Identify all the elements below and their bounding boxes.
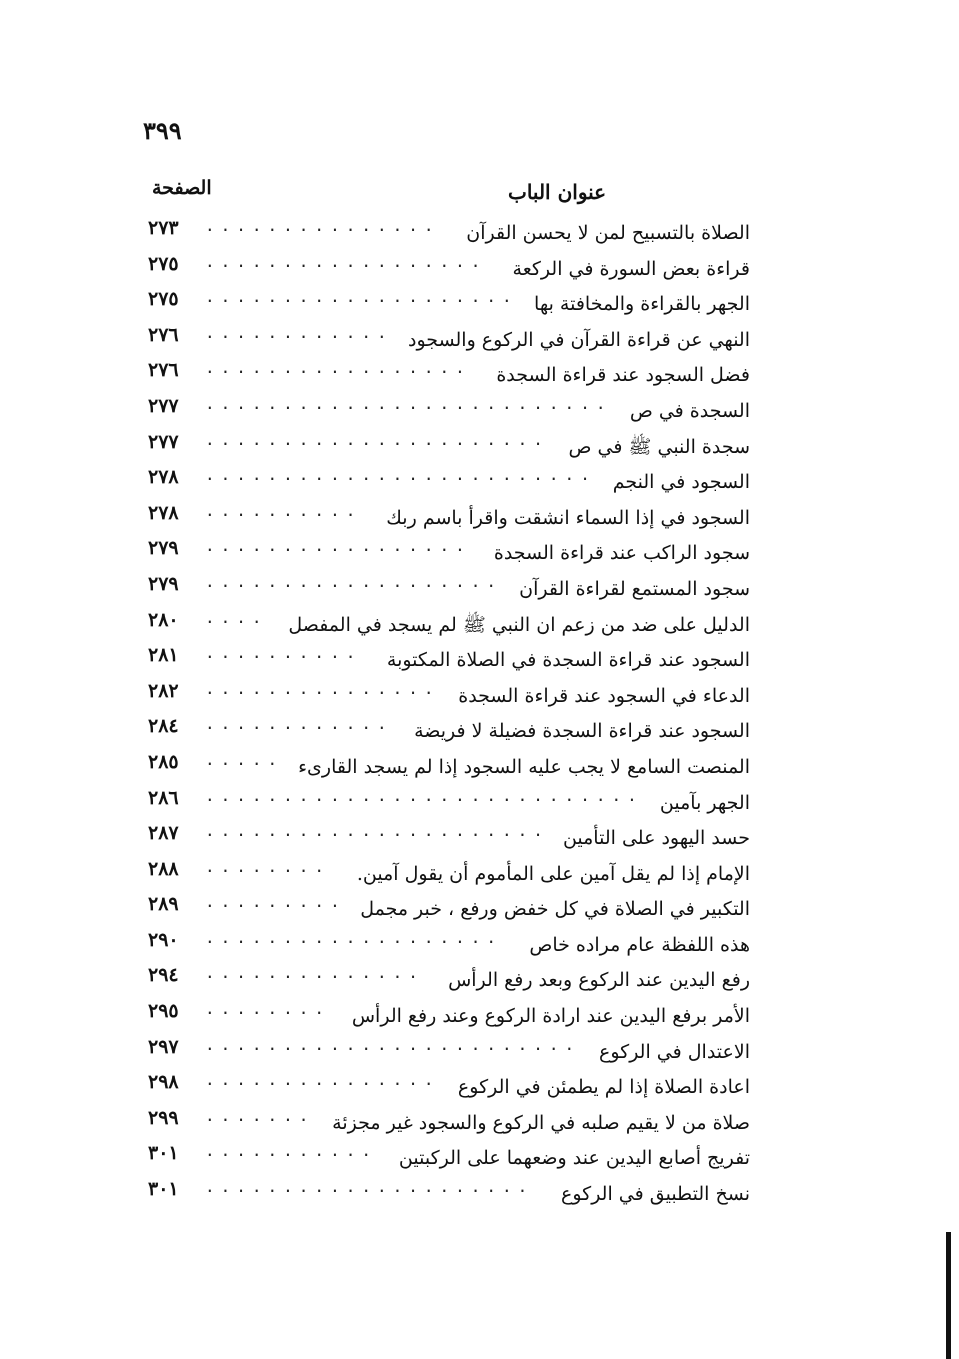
toc-dot-leader: ................. bbox=[205, 536, 471, 556]
toc-entry-page: ٢٧٩ bbox=[148, 537, 179, 560]
toc-entry-page: ٢٨٠ bbox=[148, 608, 179, 631]
toc-entry bbox=[130, 287, 750, 323]
toc-entry bbox=[130, 928, 750, 964]
toc-entry-page: ٢٩٧ bbox=[148, 1035, 179, 1058]
toc-entry-title: السجود عند قراءة السجدة فضيلة لا فريضة bbox=[414, 720, 750, 743]
toc-entry bbox=[130, 786, 750, 822]
page-number: ٣٩٩ bbox=[143, 116, 182, 145]
toc-dot-leader: ...................... bbox=[205, 429, 549, 449]
toc-entry-page: ٢٩٨ bbox=[148, 1071, 179, 1094]
toc-entry-title: السجود عند قراءة السجدة في الصلاة المكتوبة bbox=[386, 649, 750, 672]
toc-entry-page: ٢٧٨ bbox=[148, 501, 179, 524]
toc-entry bbox=[130, 608, 750, 644]
toc-entry bbox=[130, 1070, 750, 1106]
toc-entry bbox=[130, 679, 750, 715]
toc-entry-title: سجود الراكب عند قراءة السجدة bbox=[493, 542, 750, 565]
toc-entry bbox=[130, 714, 750, 750]
toc-entry-page: ٣٠١ bbox=[148, 1142, 179, 1165]
toc-dot-leader: .................. bbox=[205, 251, 487, 271]
toc-dot-leader: ................. bbox=[205, 358, 471, 378]
toc-entry-page: ٢٨٢ bbox=[148, 679, 179, 702]
toc-entry bbox=[130, 1035, 750, 1071]
toc-dot-leader: ............ bbox=[205, 714, 393, 734]
toc-entry bbox=[130, 216, 750, 252]
toc-dot-leader: ........... bbox=[205, 1141, 377, 1161]
toc-dot-leader: ........ bbox=[205, 999, 331, 1019]
toc-dot-leader: ................... bbox=[205, 571, 503, 591]
toc-entry-title: الدليل على ضد من زعم ان النبي ﷺ لم يسجد في المفصل bbox=[288, 613, 750, 636]
toc-entry bbox=[130, 750, 750, 786]
toc-entry-title: فضل السجود عند قراءة السجدة bbox=[496, 364, 750, 387]
toc-dot-leader: .... bbox=[205, 607, 268, 627]
toc-entry-title: سجود المستمع لقراءة القرآن bbox=[519, 577, 750, 600]
toc-entry-page: ٢٧٣ bbox=[148, 217, 179, 239]
toc-dot-leader: ........ bbox=[205, 856, 331, 876]
toc-entry-page: ٢٨٦ bbox=[148, 786, 179, 809]
toc-dot-leader: ......... bbox=[205, 892, 346, 912]
toc-dot-leader: ................... bbox=[205, 927, 503, 947]
toc-dot-leader: ........................ bbox=[205, 1034, 581, 1054]
toc-entry bbox=[130, 821, 750, 857]
toc-entry-title: صلاة من لا يقيم صلبه في الركوع والسجود غير مجزئة bbox=[332, 1111, 750, 1134]
toc-entry-page: ٢٩٩ bbox=[148, 1106, 179, 1129]
toc-entry-page: ٢٧٦ bbox=[148, 359, 179, 382]
toc-dot-leader: ............... bbox=[205, 216, 440, 235]
toc-entry bbox=[130, 323, 750, 359]
toc-dot-leader: .............. bbox=[205, 963, 424, 983]
toc-dot-leader: ............... bbox=[205, 1070, 440, 1090]
toc-entry bbox=[130, 892, 750, 928]
toc-entry-page: ٢٩٤ bbox=[148, 964, 179, 987]
toc-entry-page: ٢٧٧ bbox=[148, 394, 179, 417]
toc-dot-leader: ............................ bbox=[205, 785, 643, 805]
toc-entry bbox=[130, 252, 750, 288]
toc-dot-leader: ..................... bbox=[205, 1177, 534, 1197]
toc-entry-page: ٢٨٥ bbox=[148, 750, 179, 773]
toc-dot-leader: .................... bbox=[205, 287, 518, 307]
toc-dot-leader: ............... bbox=[205, 678, 440, 698]
toc-entry-page: ٢٧٧ bbox=[148, 430, 179, 453]
toc-dot-leader: .......................... bbox=[205, 393, 612, 413]
toc-entry-page: ٢٧٩ bbox=[148, 572, 179, 595]
toc-entry-title: حسد اليهود على التأمين bbox=[562, 827, 750, 850]
toc-entry bbox=[130, 1177, 750, 1213]
toc-entry-page: ٢٧٦ bbox=[148, 323, 179, 346]
scan-edge-mark bbox=[946, 1232, 951, 1359]
toc-entry bbox=[130, 643, 750, 679]
toc-entry-page: ٢٧٨ bbox=[148, 466, 179, 489]
toc-entry-title: اعادة الصلاة إذا لم يطمئن في الركوع bbox=[457, 1076, 750, 1099]
page-column-header: الصفحة bbox=[152, 177, 212, 199]
toc-entry-page: ٢٩٥ bbox=[148, 1000, 179, 1023]
toc-entry bbox=[130, 394, 750, 430]
toc-entry-title: الصلاة بالتسبيح لمن لا يحسن القرآن bbox=[466, 222, 750, 244]
toc-entry bbox=[130, 465, 750, 501]
toc-dot-leader: .......... bbox=[205, 500, 362, 520]
toc-entry-title: قراءة بعض السورة في الركعة bbox=[512, 257, 750, 280]
toc-entry-page: ٢٨١ bbox=[148, 644, 179, 667]
toc-entry-page: ٢٨٨ bbox=[148, 857, 179, 880]
toc-dot-leader: .......... bbox=[205, 643, 362, 663]
toc-dot-leader: ...................... bbox=[205, 821, 549, 841]
title-column-header: عنوان الباب bbox=[508, 180, 607, 204]
toc-entry-page: ٢٩٠ bbox=[148, 928, 179, 951]
toc-entry-title: سجدة النبي ﷺ في ص bbox=[568, 435, 750, 458]
toc-entry bbox=[130, 963, 750, 999]
toc-entry-title: النهي عن قراءة القرآن في الركوع والسجود bbox=[408, 328, 750, 351]
toc-entry bbox=[130, 501, 750, 537]
toc-entry-title: نسخ التطبيق في الركوع bbox=[561, 1183, 750, 1206]
toc-entry-title: التكبير في الصلاة في كل خفض ورفع ، خبر مجمل bbox=[360, 898, 750, 921]
toc-entry-title: المنصت السامع لا يجب عليه السجود إذا لم يسجد القارىء bbox=[298, 755, 750, 778]
table-of-contents bbox=[130, 216, 750, 1213]
toc-entry-page: ٢٨٩ bbox=[148, 893, 179, 916]
toc-entry-title: تفريج أصابع اليدين عند وضعهما على الركبتين bbox=[398, 1147, 750, 1170]
toc-entry bbox=[130, 572, 750, 608]
toc-entry-page: ٢٧٥ bbox=[148, 252, 179, 275]
toc-entry-title: هذه اللفظة عام مراده خاص bbox=[529, 933, 750, 956]
toc-entry-page: ٣٠١ bbox=[148, 1178, 179, 1201]
toc-entry bbox=[130, 999, 750, 1035]
toc-entry-title: رفع اليدين عند الركوع وبعد رفع الرأس bbox=[448, 969, 750, 992]
toc-entry-title: السجود في النجم bbox=[612, 471, 750, 494]
toc-entry-title: الإمام إذا لم يقل آمين على المأموم أن يقول آمين. bbox=[356, 862, 750, 885]
toc-entry-title: السجود في إذا السماء انشقت واقرأ باسم ربك bbox=[386, 506, 750, 529]
toc-entry bbox=[130, 536, 750, 572]
toc-entry bbox=[130, 1106, 750, 1142]
toc-entry bbox=[130, 857, 750, 893]
toc-entry-title: الجهر بالقراءة والمخافتة بها bbox=[534, 293, 750, 316]
toc-dot-leader: ....... bbox=[205, 1105, 315, 1125]
toc-entry-title: الجهر بآمين bbox=[659, 791, 750, 814]
toc-entry-page: ٢٨٤ bbox=[148, 715, 179, 738]
toc-entry bbox=[130, 358, 750, 394]
toc-entry-title: الاعتدال في الركوع bbox=[599, 1040, 750, 1063]
toc-entry-page: ٢٨٧ bbox=[148, 822, 179, 845]
toc-entry-title: السجدة في ص bbox=[629, 399, 750, 422]
toc-entry-title: الأمر برفع اليدين عند ارادة الركوع وعند رفع الرأس bbox=[351, 1005, 750, 1028]
toc-entry bbox=[130, 1141, 750, 1177]
toc-dot-leader: ............ bbox=[205, 322, 393, 342]
toc-entry-title: الدعاء في السجود عند قراءة السجدة bbox=[458, 684, 750, 707]
toc-dot-leader: ......................... bbox=[205, 465, 596, 485]
toc-dot-leader: ..... bbox=[205, 749, 284, 769]
toc-entry-page: ٢٧٥ bbox=[148, 288, 179, 311]
toc-entry bbox=[130, 430, 750, 466]
